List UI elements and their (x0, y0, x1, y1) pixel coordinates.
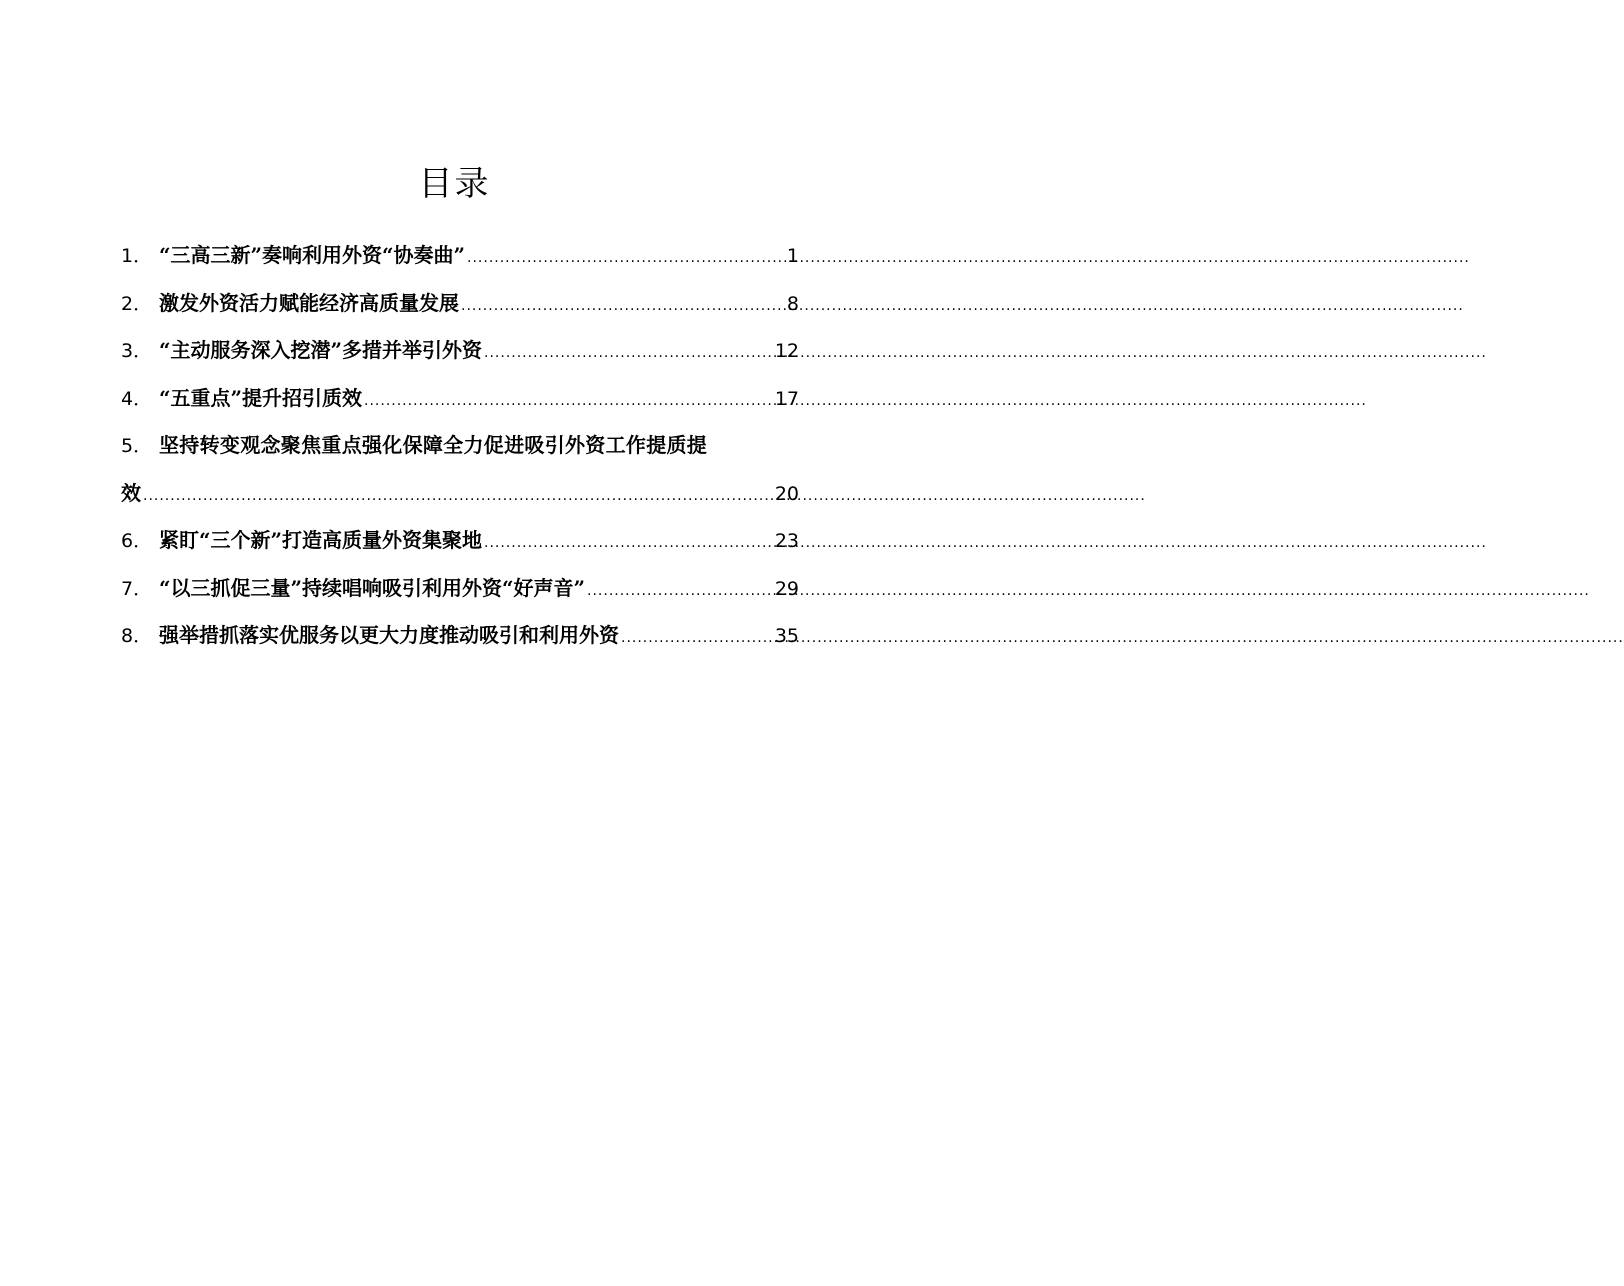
toc-entry-title: 强举措抓落实优服务以更大力度推动吸引和利用外资 (159, 623, 619, 647)
toc-entry-title-continued: 效 (121, 480, 141, 505)
toc-entry-number: 5． (121, 435, 153, 457)
toc-entry-page: 23 (774, 530, 799, 552)
toc-entry-8[interactable] (121, 612, 799, 660)
toc-entry-number: 7． (121, 577, 153, 600)
toc-entry-page: 12 (774, 340, 799, 362)
toc-entry-number: 3． (121, 340, 153, 362)
toc-entry-title: 坚持转变观念聚焦重点强化保障全力促进吸引外资工作提质提 (159, 433, 708, 457)
toc-entry-5[interactable] (121, 422, 799, 517)
toc-dot-leader (484, 520, 773, 568)
toc-entry-title: “五重点”提升招引质效 (159, 385, 363, 410)
page-title: 目录 (418, 164, 491, 204)
toc-dot-leader (621, 615, 773, 663)
toc-entry-page: 17 (774, 387, 799, 410)
toc-dot-leader (364, 378, 773, 426)
toc-entry-title: 激发外资活力赋能经济高质量发展 (159, 290, 459, 315)
toc-entry-3[interactable] (121, 327, 799, 375)
toc-entry-4[interactable] (121, 375, 799, 423)
toc-entry-number: 8． (121, 625, 153, 647)
toc-entry-title: “主动服务深入挖潜”多措并举引外资 (159, 338, 483, 362)
toc-entry-page: 1 (786, 245, 799, 267)
toc-entry-page: 29 (774, 577, 799, 600)
toc-entry-number: 4． (121, 387, 153, 410)
toc-entry-2[interactable] (121, 280, 799, 328)
toc-dot-leader (467, 235, 785, 283)
toc-dot-leader (587, 568, 773, 616)
toc-entry-title: 紧盯“三个新”打造高质量外资集聚地 (159, 528, 483, 552)
toc-entry-title: “三高三新”奏响利用外资“协奏曲” (159, 243, 466, 267)
toc-entry-number: 6． (121, 530, 153, 552)
toc-dot-leader (484, 330, 773, 378)
toc-dot-leader (461, 283, 785, 331)
toc-entry-1[interactable] (121, 232, 799, 280)
toc-entry-6[interactable] (121, 517, 799, 565)
table-of-contents (121, 232, 799, 660)
toc-entry-number: 2． (121, 292, 153, 315)
toc-entry-page: 35 (774, 625, 799, 647)
toc-dot-leader (143, 473, 773, 521)
toc-entry-number: 1． (121, 245, 153, 267)
toc-entry-page: 8 (786, 292, 799, 315)
toc-entry-page: 20 (774, 482, 799, 505)
toc-entry-title: “以三抓促三量”持续唱响吸引利用外资“好声音” (159, 575, 586, 600)
toc-entry-7[interactable] (121, 565, 799, 613)
